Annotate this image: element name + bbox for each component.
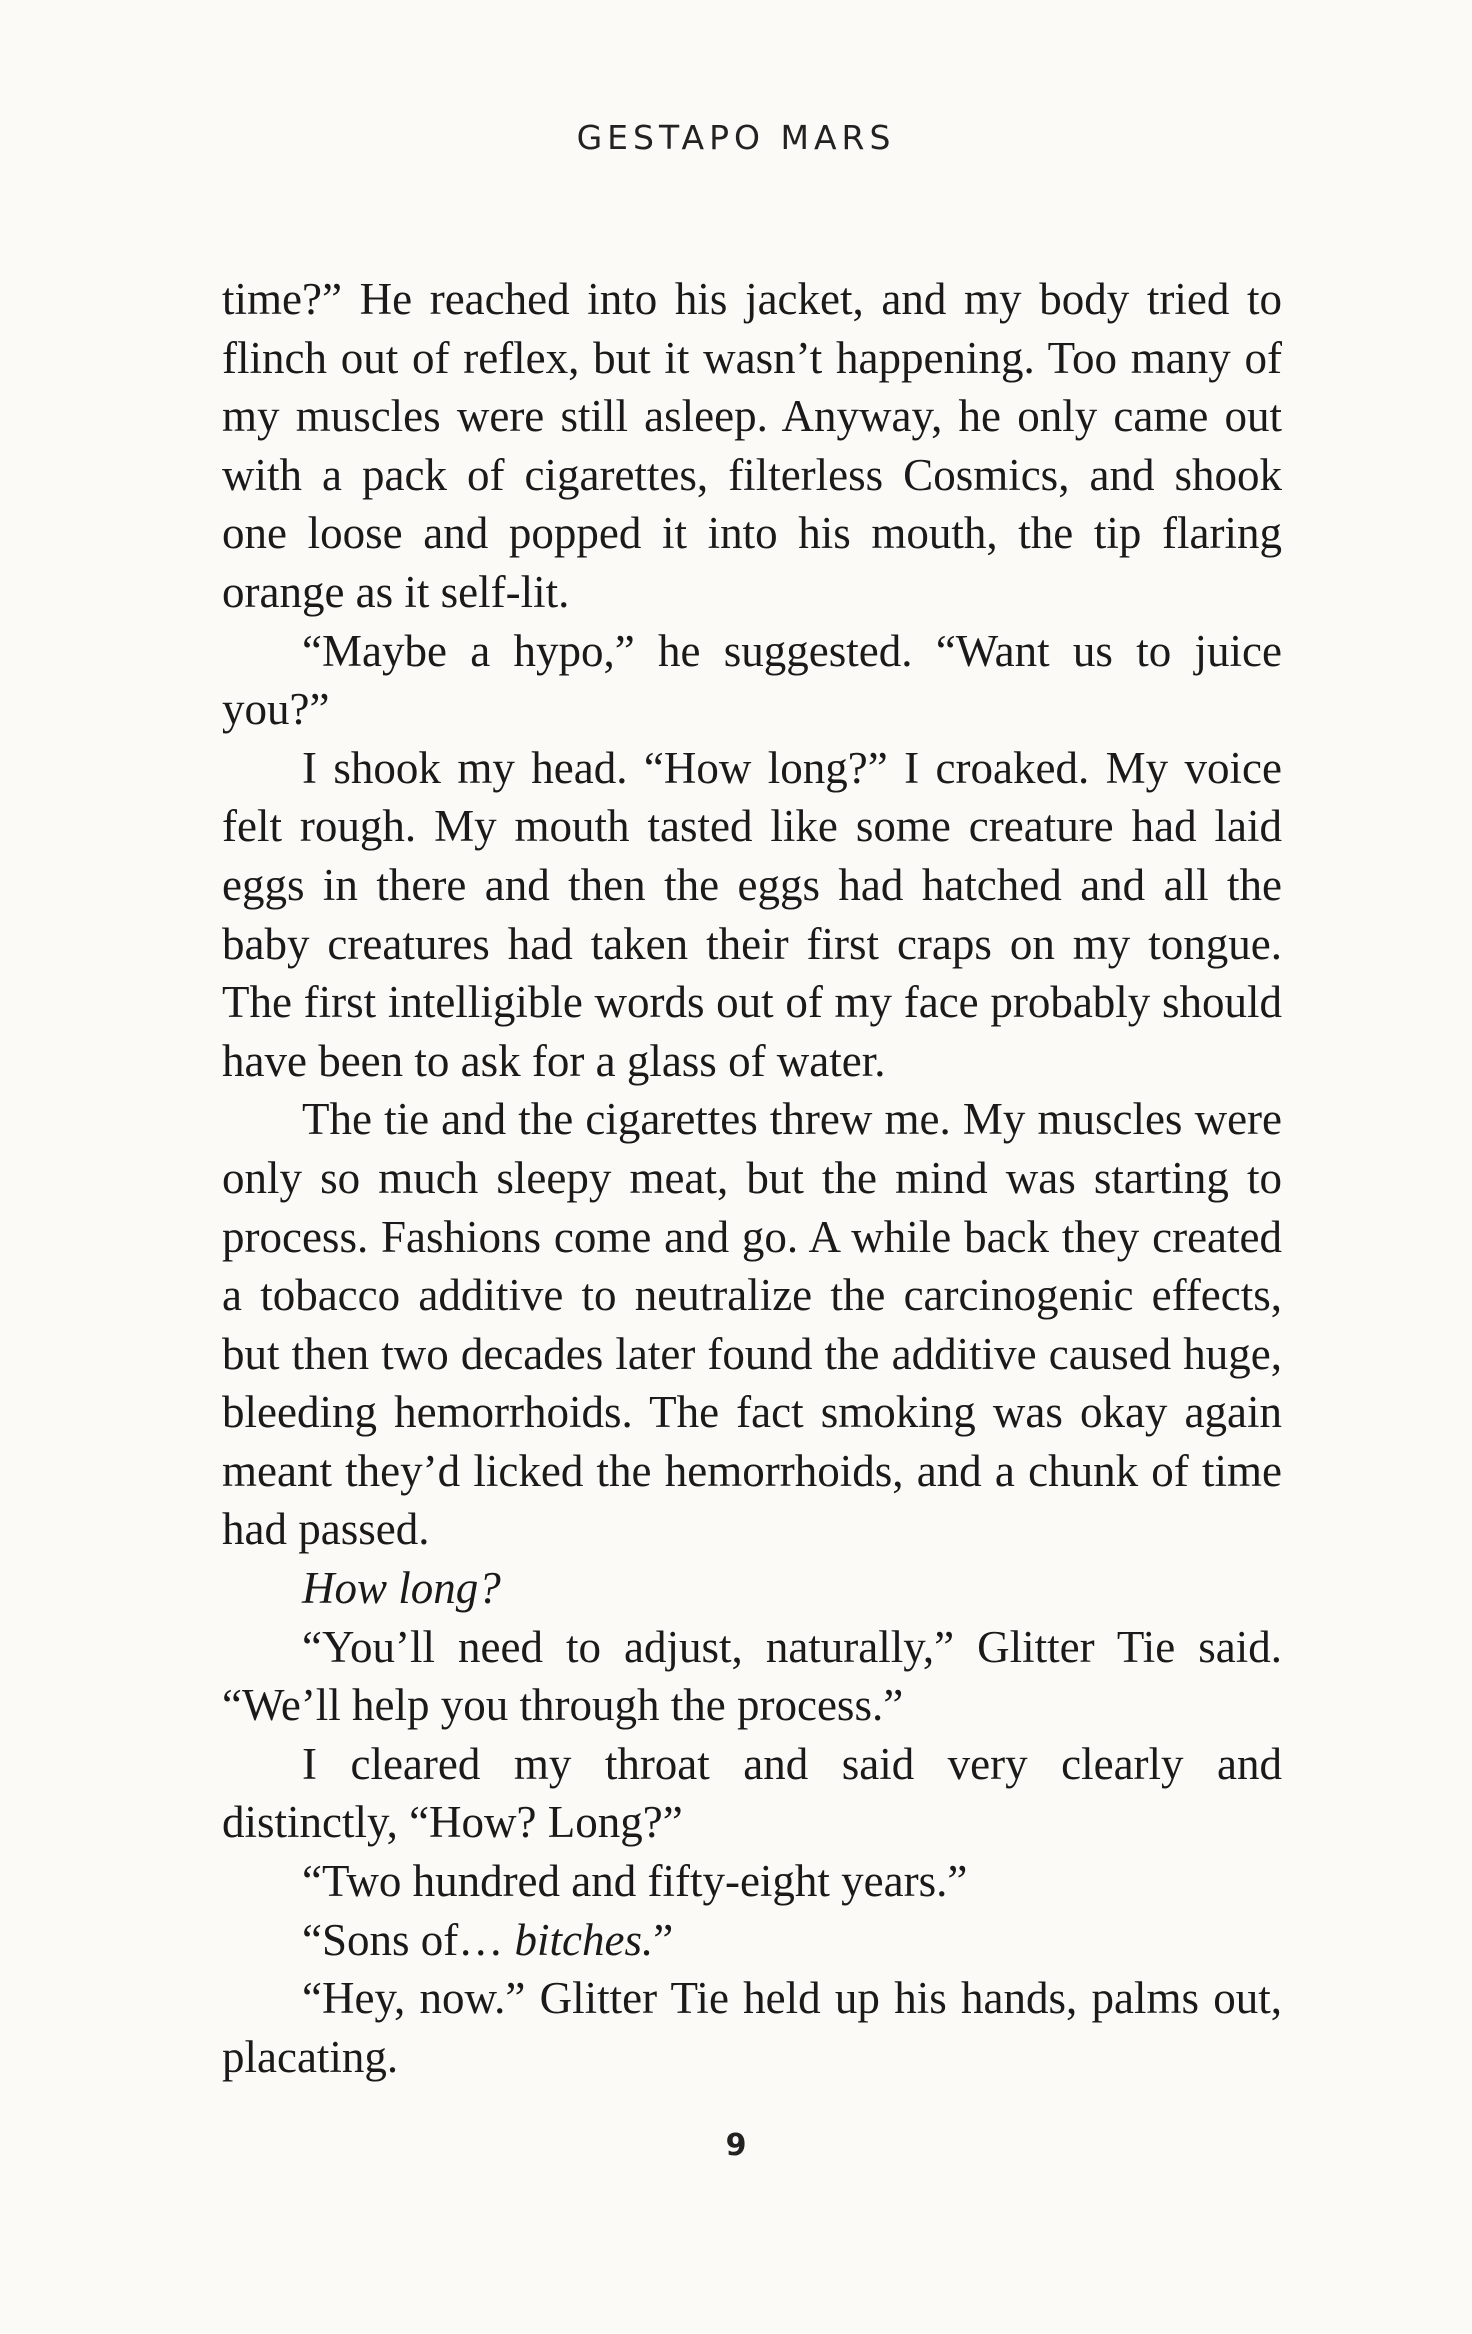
paragraph (222, 1911, 1282, 1970)
dialogue-text: “Sons of… (302, 1914, 515, 1965)
paragraph: I shook my head. “How long?” I croaked. My voice felt rough. My mouth tasted like some creature had laid eggs in there and then the eggs had hatched and all the baby creatures had taken their first craps on my tongue. The first intelligible words out of my face probably should have been to ask for a glass of water. (222, 742, 1282, 1086)
paragraph: “Two hundred and fifty-eight years.” (302, 1856, 968, 1907)
paragraph: I cleared my throat and said very clearly and distinctly, “How? Long?” (222, 1738, 1282, 1848)
emphasis-text: bitches. (514, 1914, 654, 1965)
italic-thought: How long? (302, 1563, 501, 1614)
paragraph: The tie and the cigarettes threw me. My muscles were only so much sleepy meat, but the mind was starting to process. Fashions come and go. A while back they created a tobacco additive to neutralize the carcinogenic effects, but then two decades later found the additive caused huge, bleeding hemorrhoids. The fact smoking was okay again meant they’d licked the hemorrhoids, and a chunk of time had passed. (222, 1094, 1282, 1555)
paragraph-continuation: time?” He reached into his jacket, and my body tried to flinch out of reflex, but it wasn’t happening. Too many of my muscles were still asleep. Anyway, he only came out with a pack of cigarettes, filterless Cosmics, and shook one loose and popped it into his mouth, the tip flaring orange as it self-lit. (222, 274, 1282, 617)
body-text (222, 270, 1282, 2086)
closing-quote: ” (653, 1914, 674, 1965)
paragraph: “Hey, now.” Glitter Tie held up his hands, palms out, placating. (222, 1973, 1282, 2082)
paragraph: “Maybe a hypo,” he suggested. “Want us to juice you?” (222, 625, 1282, 735)
paragraph: “You’ll need to adjust, naturally,” Glitter Tie said. “We’ll help you through the process.” (222, 1621, 1282, 1731)
running-title: GESTAPO MARS (576, 118, 896, 157)
page-number: 9 (725, 2128, 747, 2163)
